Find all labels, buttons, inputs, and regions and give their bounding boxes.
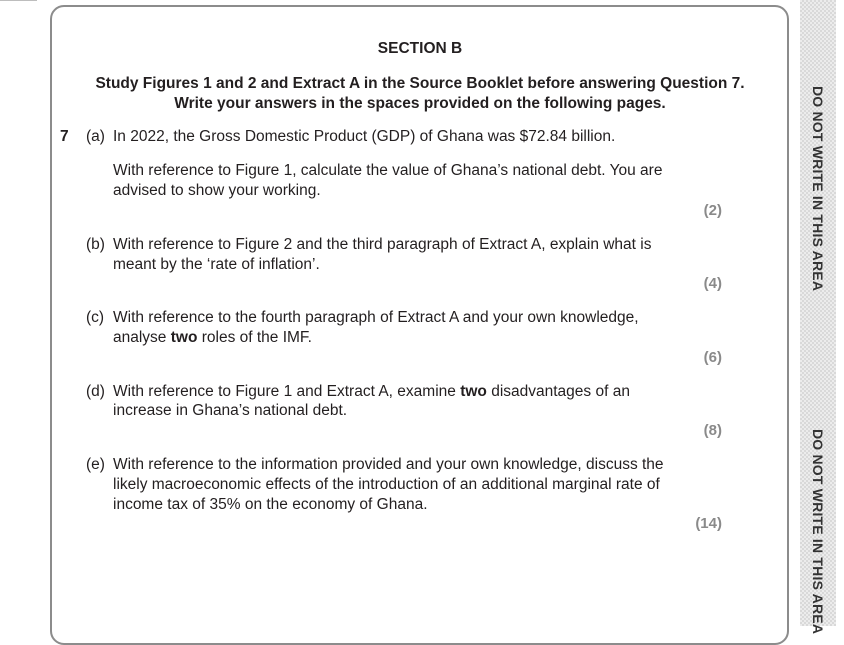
- part-a-line-2: With reference to Figure 1, calculate the value of Ghana’s national debt. You are: [113, 162, 663, 179]
- top-rule: [0, 0, 37, 1]
- part-e-label: (e): [86, 456, 105, 473]
- part-b-line-1: With reference to Figure 2 and the third paragraph of Extract A, explain what is: [113, 236, 652, 253]
- part-a-line-3: advised to show your working.: [113, 182, 321, 199]
- do-not-write-label-bottom: DO NOT WRITE IN THIS AREA: [810, 429, 826, 635]
- part-a-line-1: In 2022, the Gross Domestic Product (GDP) of Ghana was $72.84 billion.: [113, 128, 616, 145]
- part-b-label: (b): [86, 236, 105, 253]
- part-a-label: (a): [86, 128, 105, 145]
- question-number: 7: [60, 128, 69, 145]
- section-title: SECTION B: [377, 40, 463, 57]
- part-e-marks: (14): [695, 515, 722, 532]
- section-instruction-line-1: Study Figures 1 and 2 and Extract A in the Source Booklet before answering Question 7.: [95, 75, 745, 92]
- part-b-line-2: meant by the ‘rate of inflation’.: [113, 256, 320, 273]
- part-d-line-2: increase in Ghana’s national debt.: [113, 402, 348, 419]
- part-c-line-1: With reference to the fourth paragraph of Extract A and your own knowledge,: [113, 309, 639, 326]
- section-instruction-line-2: Write your answers in the spaces provided on the following pages.: [174, 95, 666, 112]
- part-a-marks: (2): [703, 202, 722, 219]
- part-d-line-1: With reference to Figure 1 and Extract A, examine two disadvantages of an: [113, 383, 630, 400]
- part-c-marks: (6): [703, 349, 722, 366]
- part-e-line-2: likely macroeconomic effects of the introduction of an additional marginal rate of: [113, 476, 660, 493]
- part-e-line-1: With reference to the information provided and your own knowledge, discuss the: [113, 456, 664, 473]
- part-c-label: (c): [86, 309, 105, 326]
- part-d-label: (d): [86, 383, 105, 400]
- do-not-write-label-top: DO NOT WRITE IN THIS AREA: [810, 86, 826, 292]
- part-d-marks: (8): [703, 422, 722, 439]
- part-e-line-3: income tax of 35% on the economy of Ghana.: [113, 496, 428, 513]
- part-c-line-2: analyse two roles of the IMF.: [113, 329, 312, 346]
- part-b-marks: (4): [703, 275, 722, 292]
